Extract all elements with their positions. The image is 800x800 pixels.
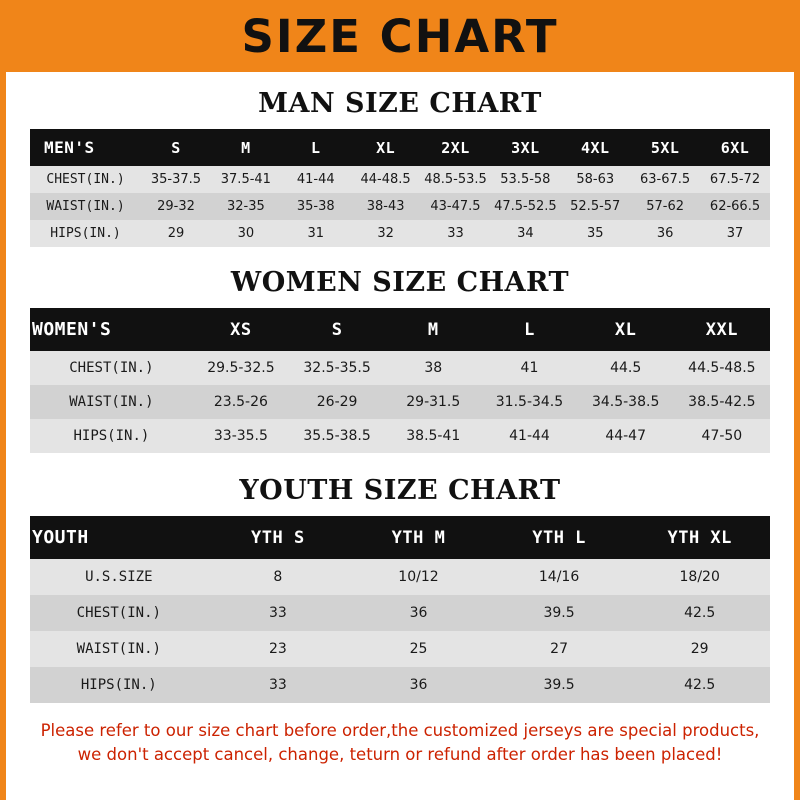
- table-cell: 23: [208, 631, 349, 667]
- table-cell: 35-38: [281, 193, 351, 220]
- table-header-row: [30, 308, 770, 351]
- row-label: CHEST(IN.): [30, 595, 208, 631]
- table-header-row: [30, 516, 770, 559]
- table-cell: 47-50: [674, 419, 770, 453]
- column-header: 4XL: [560, 129, 630, 166]
- man-table-wrapper: [30, 129, 770, 247]
- table-cell: 33: [208, 667, 349, 703]
- table-cell: 23.5-26: [193, 385, 289, 419]
- column-header: L: [481, 308, 577, 351]
- table-cell: 18/20: [629, 559, 770, 595]
- table-cell: 43-47.5: [421, 193, 491, 220]
- column-header: XL: [578, 308, 674, 351]
- table-cell: 35-37.5: [141, 166, 211, 193]
- disclaimer-note: [20, 719, 780, 767]
- table-row: [30, 559, 770, 595]
- table-cell: 48.5-53.5: [421, 166, 491, 193]
- table-cell: 62-66.5: [700, 193, 770, 220]
- column-header: 2XL: [421, 129, 491, 166]
- table-row: [30, 419, 770, 453]
- row-label: U.S.SIZE: [30, 559, 208, 595]
- table-cell: 14/16: [489, 559, 630, 595]
- table-cell: 35: [560, 220, 630, 247]
- column-header: 3XL: [490, 129, 560, 166]
- table-cell: 41: [481, 351, 577, 385]
- table-cell: 33: [208, 595, 349, 631]
- table-cell: 38.5-42.5: [674, 385, 770, 419]
- column-header: XL: [351, 129, 421, 166]
- table-cell: 39.5: [489, 667, 630, 703]
- table-cell: 36: [348, 595, 489, 631]
- table-cell: 44.5: [578, 351, 674, 385]
- table-cell: 47.5-52.5: [490, 193, 560, 220]
- table-row: [30, 595, 770, 631]
- column-header: S: [141, 129, 211, 166]
- table-cell: 25: [348, 631, 489, 667]
- header-banner: [0, 0, 800, 72]
- row-label: HIPS(IN.): [30, 667, 208, 703]
- table-cell: 29-32: [141, 193, 211, 220]
- table-cell: 63-67.5: [630, 166, 700, 193]
- table-cell: 10/12: [348, 559, 489, 595]
- column-header: YTH M: [348, 516, 489, 559]
- table-row: [30, 220, 770, 247]
- column-header: 5XL: [630, 129, 700, 166]
- column-header: YOUTH: [30, 516, 208, 559]
- table-row: [30, 351, 770, 385]
- table-cell: 42.5: [629, 667, 770, 703]
- disclaimer-line-1: Please refer to our size chart before order,the customized jerseys are special products,: [40, 721, 760, 740]
- row-label: CHEST(IN.): [30, 166, 141, 193]
- table-cell: 44-48.5: [351, 166, 421, 193]
- disclaimer-line-2: we don't accept cancel, change, teturn or refund after order has been placed!: [77, 744, 723, 764]
- women-section-title: WOMEN SIZE CHART: [230, 267, 570, 298]
- row-label: HIPS(IN.): [30, 419, 193, 453]
- table-cell: 34.5-38.5: [578, 385, 674, 419]
- table-cell: 30: [211, 220, 281, 247]
- column-header: 6XL: [700, 129, 770, 166]
- table-cell: 37: [700, 220, 770, 247]
- column-header: L: [281, 129, 351, 166]
- table-cell: 67.5-72: [700, 166, 770, 193]
- row-label: WAIST(IN.): [30, 631, 208, 667]
- table-row: [30, 667, 770, 703]
- table-cell: 41-44: [281, 166, 351, 193]
- table-row: [30, 193, 770, 220]
- table-cell: 52.5-57: [560, 193, 630, 220]
- table-cell: 34: [490, 220, 560, 247]
- table-cell: 31: [281, 220, 351, 247]
- table-cell: 36: [348, 667, 489, 703]
- women-size-table: [30, 308, 770, 453]
- table-cell: 38-43: [351, 193, 421, 220]
- column-header: YTH L: [489, 516, 630, 559]
- table-cell: 42.5: [629, 595, 770, 631]
- row-label: WAIST(IN.): [30, 385, 193, 419]
- column-header: S: [289, 308, 385, 351]
- table-cell: 44-47: [578, 419, 674, 453]
- table-cell: 44.5-48.5: [674, 351, 770, 385]
- table-cell: 29: [629, 631, 770, 667]
- table-cell: 33: [421, 220, 491, 247]
- column-header: MEN'S: [30, 129, 141, 166]
- table-cell: 32-35: [211, 193, 281, 220]
- row-label: HIPS(IN.): [30, 220, 141, 247]
- table-cell: 26-29: [289, 385, 385, 419]
- youth-section-title: YOUTH SIZE CHART: [239, 475, 561, 506]
- youth-table-wrapper: [30, 516, 770, 703]
- row-label: WAIST(IN.): [30, 193, 141, 220]
- row-label: CHEST(IN.): [30, 351, 193, 385]
- table-cell: 57-62: [630, 193, 700, 220]
- table-row: [30, 166, 770, 193]
- table-cell: 58-63: [560, 166, 630, 193]
- table-cell: 29.5-32.5: [193, 351, 289, 385]
- table-row: [30, 385, 770, 419]
- man-size-table: [30, 129, 770, 247]
- table-cell: 53.5-58: [490, 166, 560, 193]
- column-header: WOMEN'S: [30, 308, 193, 351]
- table-cell: 32.5-35.5: [289, 351, 385, 385]
- column-header: YTH S: [208, 516, 349, 559]
- column-header: XXL: [674, 308, 770, 351]
- table-cell: 31.5-34.5: [481, 385, 577, 419]
- table-cell: 8: [208, 559, 349, 595]
- table-cell: 39.5: [489, 595, 630, 631]
- table-cell: 35.5-38.5: [289, 419, 385, 453]
- table-cell: 37.5-41: [211, 166, 281, 193]
- table-cell: 29: [141, 220, 211, 247]
- column-header: M: [211, 129, 281, 166]
- column-header: XS: [193, 308, 289, 351]
- women-table-wrapper: [30, 308, 770, 453]
- table-cell: 38.5-41: [385, 419, 481, 453]
- table-cell: 27: [489, 631, 630, 667]
- table-row: [30, 631, 770, 667]
- youth-size-table: [30, 516, 770, 703]
- table-cell: 41-44: [481, 419, 577, 453]
- table-header-row: [30, 129, 770, 166]
- table-cell: 33-35.5: [193, 419, 289, 453]
- column-header: M: [385, 308, 481, 351]
- table-cell: 38: [385, 351, 481, 385]
- table-cell: 29-31.5: [385, 385, 481, 419]
- table-cell: 32: [351, 220, 421, 247]
- man-section-title: MAN SIZE CHART: [258, 88, 542, 119]
- table-cell: 36: [630, 220, 700, 247]
- column-header: YTH XL: [629, 516, 770, 559]
- page-title: SIZE CHART: [241, 9, 559, 63]
